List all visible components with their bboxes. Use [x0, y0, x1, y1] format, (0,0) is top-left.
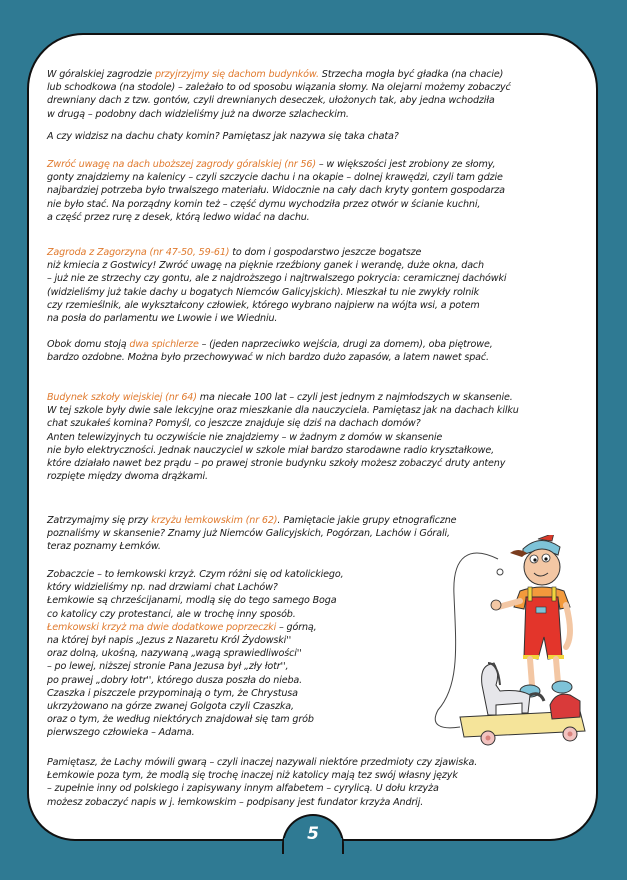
paragraph-lemko-cross-intro: Zatrzymajmy się przy krzyżu łemkowskim (nr 62). Pamiętacie jakie grupy etnograficzne poznaliśmy w skansenie? Znamy już Niemców Galicyjskich, Pogórzan, Lachów i Górali, teraz poznamy Łemków. — [47, 515, 457, 553]
paragraph-poorer-homestead: Zwróć uwagę na dach uboższej zagrody góralskiej (nr 56) – w większości jest zrobiony ze słomy, gonty znajdziemy na kalenicy – czyli szczycie dachu i na okapie – dolnej krawędzi, czyli tam gdzie najbardziej potrzeba było trwalszego materiału. Widocznie na cały dach kryty gontem gospodarza nie było stać. Na porządny komin też – część dymu wychodziła przez otwór w ścianie kuchni, a część przez rurę z desek, którą ledwo widać na dachu. — [47, 159, 505, 223]
paragraph-roofs: W góralskiej zagrodzie przyjrzyjmy się dachom budynków. Strzecha mogła być gładka (na chacie) lub schodkowa (na stodole) – zależało to od sposobu wiązania słomy. Na olejarni możemy zobaczyć drewniany dach z tzw. gontów, czyli drewnianych deseczek, ułożonych tak, aby jedna wchodziła w drugą – podobny dach widzieliśmy już na dworze szlacheckim. — [47, 69, 511, 120]
toy-box — [550, 694, 580, 719]
paragraph-chimney-question: A czy widzisz na dachu chaty komin? Pamiętasz jak nazywa się taka chata? — [47, 131, 399, 142]
highlight-crossbars: Łemkowski krzyż ma dwie dodatkowe poprzeczki — [47, 621, 277, 633]
highlight-homestead-56: Zwróć uwagę na dach uboższej zagrody góralskiej (nr 56) — [47, 159, 316, 170]
shoe-right — [552, 681, 572, 693]
page-number: 5 — [307, 824, 319, 844]
string-ring — [497, 569, 503, 575]
paragraph-zagorzyn: Zagroda z Zagorzyna (nr 47-50, 59-61) to dom i gospodarstwo jeszcze bogatsze niż kmiecia z Gostwicy! Zwróć uwagę na pięknie rzeźbiony ganek i werandę, duże okna, dach – już nie ze strzechy czy gontu, ale z najdroższego i najtrwalszego pokrycia: ceramicznej dachówki (widzieliśmy już takie dachy u bogatych Niemców Galicyjskich). Mieszkał tu nie zwykły rolnik czy rzemieślnik, ale wykształcony człowiek, którego wybrano najpierw na wójta wsi, a potem na posła do parlamentu we Lwowie i we Wiedniu. — [47, 247, 507, 325]
paragraph-lemko-cross-details: Zobaczcie – to łemkowski krzyż. Czym różni się od katolickiego, który widzieliśmy np. nad drzwiami chat Lachów? Łemkowie są chrześcijanami, modlą się do tego samego Boga co katolicy czy protestanci, ale w trochę inny sposób. Łemkowski krzyż ma dwie dodatkowe poprzeczki – górną, na której był napis „Jezus z Nazaretu Król Żydowski'' oraz dolną, ukośną, nazywaną „wagą sprawiedliwości'' – po lewej, niższej stronie Pana Jezusa był „zły łotr'', po prawej „dobry łotr'', którego dusza poszła do nieba. Czaszka i piszczele przypominają o tym, że Chrystusa ukrzyżowano na górze zwanej Golgota czyli Czaszka, oraz o tym, że według niektórych znajdował się tam grób pierwszego człowieka – Adama. — [47, 569, 344, 739]
highlight-granaries: dwa spichlerze — [129, 339, 199, 350]
paragraph-lemko-language: Pamiętasz, że Lachy mówili gwarą – czyli inaczej nazywali niektóre przedmioty czy zjawiska. Łemkowie poza tym, że modlą się trochę inaczej niż katolicy mają tez swój własny język – zupełnie inny od polskiego i zapisywany innym alfabetem – cyrylicą. U dołu krzyża możesz zobaczyć napis w j. łemkowskim – podpisany jest fundator krzyża Andrij. — [47, 757, 478, 808]
highlight-school-64: Budynek szkoły wiejskiej (nr 64) — [47, 392, 197, 403]
highlight-roofs: przyjrzyjmy się dachom budynków. — [154, 69, 319, 80]
highlight-lemko-cross: krzyżu łemkowskim (nr 62) — [151, 515, 278, 526]
boy-overalls — [524, 597, 562, 659]
boy-with-toy-horse-illustration — [430, 535, 620, 755]
paragraph-school: Budynek szkoły wiejskiej (nr 64) ma niecałe 100 lat – czyli jest jednym z najmłodszych w skansenie. W tej szkole były dwie sale lekcyjne oraz mieszkanie dla nauczyciela. Pamiętasz jak na dachach kilku chat szukałeś komina? Pomyśl, co jeszcze znajduje się dziś na dachach domów? Anten telewizyjnych tu oczywiście nie znajdziemy – w żadnym z domów w skansenie nie było elektryczności. Jednak nauczyciel w szkole miał bardzo starodawne radio kryształkowe, które działało nawet bez prądu – po prawej stronie budynku szkoły możesz zobaczyć druty anteny rozpięte między dwoma drążkami. — [47, 392, 519, 483]
paragraph-granaries: Obok domu stoją dwa spichlerze – (jeden naprzeciwko wejścia, drugi za domem), oba piętrowe, bardzo ozdobne. Można było przechowywać w nich bardzo dużo zapasów, a latem nawet spać. — [47, 339, 493, 364]
boy-head — [524, 549, 560, 585]
highlight-zagorzyn: Zagroda z Zagorzyna (nr 47-50, 59-61) — [47, 247, 230, 258]
